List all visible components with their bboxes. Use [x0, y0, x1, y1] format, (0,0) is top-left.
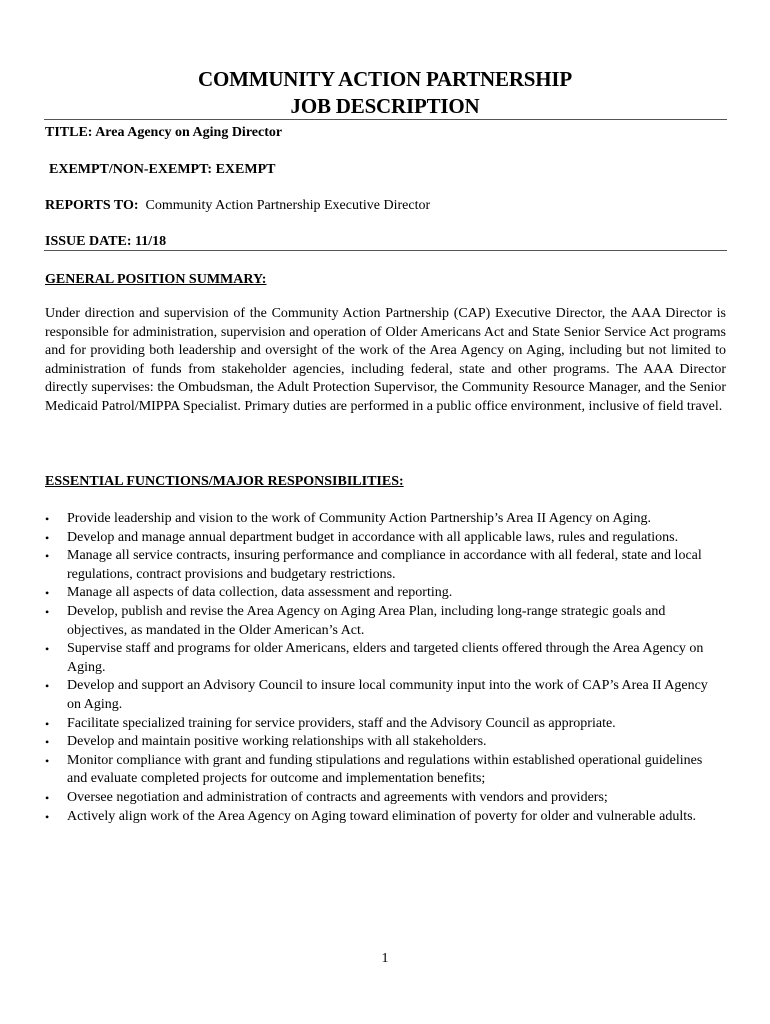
job-title: TITLE: Area Agency on Aging Director [45, 125, 283, 140]
reports-to-value: Community Action Partnership Executive Director [145, 198, 431, 213]
org-title: COMMUNITY ACTION PARTNERSHIP [197, 67, 572, 91]
functions-heading: ESSENTIAL FUNCTIONS/MAJOR RESPONSIBILITIES: [45, 474, 404, 489]
list-item: • Manage all service contracts, insuring performance and compliance in accordance with all federal, state and local regulations, contract provisions and budgetary restrictions. [45, 548, 702, 582]
bullet-icon: • [45, 716, 50, 731]
list-item: • Manage all aspects of data collection, data assessment and reporting. [45, 584, 725, 603]
section-rule [44, 250, 727, 251]
bullet-icon: • [45, 790, 50, 805]
list-item: • Facilitate specialized training for service providers, staff and the Advisory Council as appropriate. [45, 715, 725, 734]
list-item: • Monitor compliance with grant and funding stipulations and regulations within established operational guidelines and evaluate completed projects for outcome and implementation benefits; [45, 752, 703, 787]
bullet-icon: • [45, 753, 50, 768]
list-item: • Develop and support an Advisory Council to insure local community input into the work of CAP’s Area II Agency on Aging. [45, 678, 708, 712]
list-item: • Develop, publish and revise the Area Agency on Aging Area Plan, including long-range strategic goals and objectives, as mandated in the Older American’s Act. [45, 603, 666, 638]
bullet-icon: • [45, 642, 50, 657]
bullet-icon: • [45, 679, 50, 694]
reports-to [45, 197, 430, 214]
bullet-icon: • [45, 586, 50, 601]
page-number: 1 [381, 951, 389, 966]
reports-to-label: REPORTS TO: [45, 198, 139, 213]
bullet-icon: • [45, 809, 50, 824]
list-item: • Oversee negotiation and administration of contracts and agreements with vendors and providers; [45, 789, 725, 808]
bullet-icon: • [45, 549, 50, 564]
list-item: • Supervise staff and programs for older Americans, elders and targeted clients offered through the Area Agency on Aging. [45, 641, 704, 675]
doc-type-title: JOB DESCRIPTION [290, 94, 480, 118]
list-item: • Provide leadership and vision to the work of Community Action Partnership’s Area II Agency on Aging. [45, 510, 725, 529]
exempt-status: EXEMPT/NON-EXEMPT: EXEMPT [49, 162, 276, 177]
responsibilities-list [45, 510, 725, 826]
list-item: • Develop and manage annual department budget in accordance with all applicable laws, rules and regulations. [45, 529, 725, 548]
bullet-icon: • [45, 530, 50, 545]
bullet-icon: • [45, 735, 50, 750]
list-item: • Actively align work of the Area Agency on Aging toward elimination of poverty for older and vulnerable adults. [45, 808, 725, 827]
bullet-icon: • [45, 604, 50, 619]
issue-date: ISSUE DATE: 11/18 [45, 234, 167, 249]
header-rule [44, 119, 727, 120]
list-item: • Develop and maintain positive working relationships with all stakeholders. [45, 733, 725, 752]
bullet-icon: • [45, 512, 50, 526]
summary-text: Under direction and supervision of the Community Action Partnership (CAP) Executive Director, the AAA Director is responsible for administration, supervision and operation of Older Americans Act and State Senior Service Act programs and for providing both leadership and oversight of the work of the Area Agency on Aging, including but not limited to administration of funds from stakeholder agencies, including federal, state and other programs. The AAA Director directly supervises: the Ombudsman, the Adult Protection Supervisor, the Community Resource Manager, and the Senior Medicaid Patrol/MIPPA Specialist. Primary duties are performed in a public office environment, inclusive of field travel. [45, 306, 726, 414]
summary-heading: GENERAL POSITION SUMMARY: [45, 272, 267, 287]
